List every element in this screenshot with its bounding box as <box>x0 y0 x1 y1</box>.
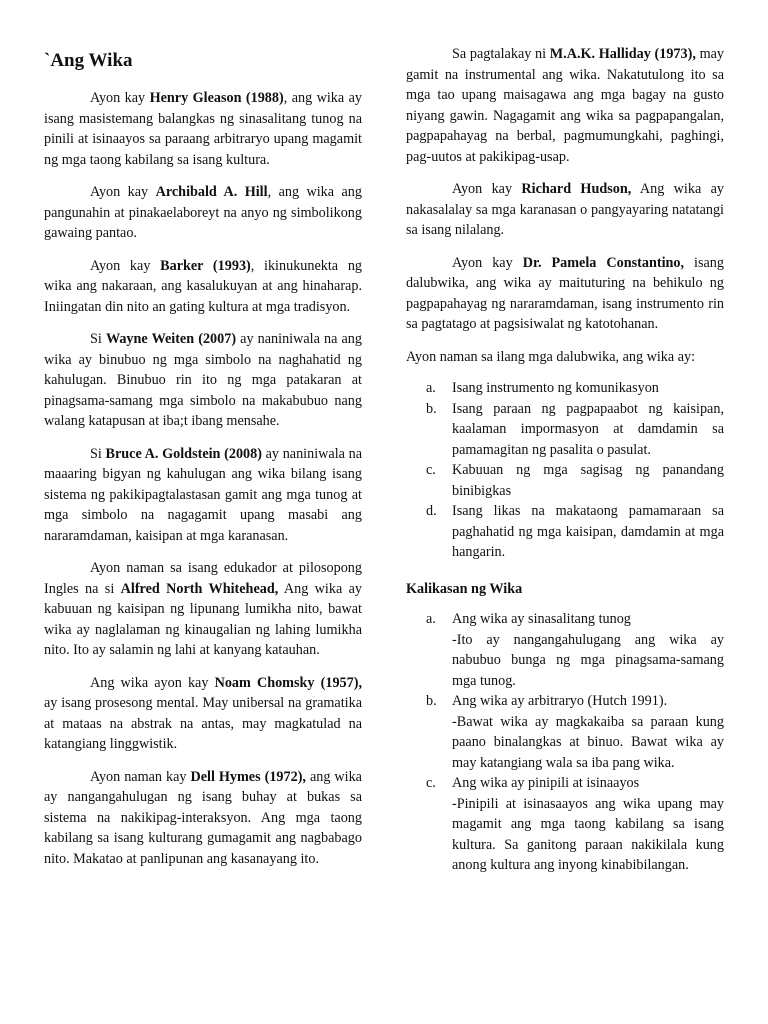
author-name: Archibald A. Hill <box>155 184 268 200</box>
paragraph-body: isang dalubwika, ang wika ay maituturing na behikulo ng pagpapahayag ng nararamdaman, isang instrumento rin sa pagtatago at pagsisiwalat ng katotohanan. <box>406 254 724 332</box>
paragraph-lead: Ayon kay <box>90 184 156 200</box>
list-marker: b. <box>426 400 437 417</box>
paragraph-hudson <box>406 179 724 241</box>
paragraph-lead: Ayon kay <box>452 181 522 197</box>
paragraph-halliday <box>406 44 724 167</box>
paragraph-hymes <box>44 767 362 870</box>
paragraph-whitehead <box>44 558 362 661</box>
paragraph-goldstein <box>44 444 362 547</box>
list-item-text: Ang wika ay pinipili at isinaayos <box>452 775 640 791</box>
author-name: Barker (1993) <box>160 257 251 274</box>
paragraph-gleason <box>44 88 362 170</box>
paragraph-body: , ang wika ang pangunahin at pinakaelaboreyt na anyo ng simbolikong gawaing pantao. <box>44 184 362 241</box>
paragraph-body: ay naniniwala na ang wika ay binubuo ng mga simbolo na naghahatid ng kahulugan. Binubuo rin ito ng mga patakaran at pinagsama-samang mga simbolo na makabubuo nang walang katapusan at iba;t ibang mensahe. <box>44 331 362 429</box>
author-name: Dell Hymes (1972), <box>190 768 306 785</box>
paragraph-constantino <box>406 253 724 335</box>
list-item-text: Isang likas na makataong pamamaraan sa paghahatid ng mga kaisipan, damdamin at mga hangarin. <box>452 503 724 560</box>
paragraph-body: may gamit na instrumental ang wika. Nakatutulong ito sa mga tao upang maisagawa ang mga bagay na gusto niyang gawin. Nagagamit ang wika sa pagpapangalan, pagpapahayag na berbal, pagmumungkahi, paghingi, pag-uutos at pakikipag-usap. <box>406 46 724 165</box>
definitions-intro: Ayon naman sa ilang mga dalubwika, ang wika ay: <box>406 348 696 365</box>
list-item <box>406 378 724 399</box>
paragraph-lead: Si <box>90 331 106 347</box>
list-item-text: Ang wika ay arbitraryo (Hutch 1991). <box>452 693 668 709</box>
paragraph-body: , ang wika ay isang masistemang balangkas ng sinasalitang tunog na pinili at isinaayos sa paraang arbitraryo upang magamit ng mga taong kabilang sa isang kultura. <box>44 90 362 168</box>
list-marker: a. <box>426 611 436 627</box>
paragraph-body: ay isang prosesong mental. May unibersal na gramatika at mataas na abstrak na antas, may magkatulad na katangiang linggwistik. <box>44 695 362 752</box>
list-item <box>406 691 724 773</box>
paragraph-body: ang wika ay nangangahulugan ng isang buhay at bukas sa sistema na nakikipag-interaksyon. Ang mga taong kabilang sa isang kulturang gumagamit ang nagbabago nito. Makatao at panlipunan ang kasanayang ito. <box>44 768 362 867</box>
right-column <box>406 44 724 888</box>
list-item <box>406 501 724 563</box>
paragraph-body: Ang wika ay kabuuan ng kaisipan ng lipunang lumikha nito, bawat wika ay naglalaman ng kinaugalian ng lahing lumikha nito. Ito ay salamin ng lahi at kanyang katauhan. <box>44 580 363 658</box>
paragraph-body: Ang wika ay nakasalalay sa mga karanasan o pangyayaring natatangi sa isang nilalang. <box>406 181 724 238</box>
list-item <box>406 609 724 691</box>
list-item-text: Kabuuan ng mga sagisag ng panandang binibigkas <box>452 462 724 499</box>
list-marker: c. <box>426 462 436 478</box>
list-item <box>406 460 724 501</box>
list-item <box>406 773 724 876</box>
author-name: Wayne Weiten (2007) <box>105 331 237 347</box>
author-name: Dr. Pamela Constantino, <box>522 254 685 271</box>
paragraph-body: , ikinukunekta ng wika ang nakaraan, ang kasalukuyan at ang hinaharap. Iniingatan din nito an gating kultura at mga tradisyon. <box>44 257 363 315</box>
paragraph-lead: Si <box>90 445 106 462</box>
list-marker: d. <box>426 503 437 519</box>
list-item-description: -Pinipili at isinasaayos ang wika upang may magamit ang mga taong kabilang sa isang kultura. Sa ganitong paraan nakikilala kung anong kultura ang inyong kinabibilangan. <box>452 795 724 873</box>
nature-list <box>406 609 724 876</box>
list-item-text: Ang wika ay sinasalitang tunog <box>452 611 631 627</box>
paragraph-lead: Ang wika ayon kay <box>90 674 215 691</box>
paragraph-barker <box>44 256 362 318</box>
paragraph-lead: Sa pagtalakay ni <box>452 46 550 62</box>
author-name: Noam Chomsky (1957), <box>214 674 362 691</box>
list-marker: c. <box>426 775 436 791</box>
author-name: Alfred North Whitehead, <box>120 580 279 597</box>
author-name: Richard Hudson, <box>521 181 632 197</box>
paragraph-lead: Ayon kay <box>452 254 523 271</box>
document-title: `Ang Wika <box>44 50 133 71</box>
author-name: M.A.K. Halliday (1973), <box>549 46 696 62</box>
paragraph-lead: Ayon naman kay <box>90 768 191 785</box>
list-marker: a. <box>426 380 436 396</box>
list-item-text: Isang paraan ng pagpapaabot ng kaisipan, kaalaman impormasyon at damdamin sa pamamagitan ng pasalita o pasulat. <box>452 400 724 458</box>
paragraph-hill <box>44 182 362 244</box>
paragraph-weiten <box>44 329 362 432</box>
list-item-text: Isang instrumento ng komunikasyon <box>452 380 659 396</box>
paragraph-lead: Ayon naman sa isang edukador at pilosopong Ingles na si <box>44 560 362 597</box>
author-name: Henry Gleason (1988) <box>149 90 284 106</box>
author-name: Bruce A. Goldstein (2008) <box>105 445 262 462</box>
paragraph-lead: Ayon kay <box>90 257 161 274</box>
paragraph-lead: Ayon kay <box>90 90 150 106</box>
definitions-list <box>406 378 724 563</box>
left-column <box>44 44 362 881</box>
list-item-description: -Bawat wika ay magkakaiba sa paraan kung paano binalangkas at binuo. Bawat wika ay may katangiang wala sa iba pang wika. <box>452 713 724 771</box>
paragraph-chomsky <box>44 673 362 755</box>
list-marker: b. <box>426 693 437 709</box>
section-heading: Kalikasan ng Wika <box>406 580 523 597</box>
paragraph-body: ay naniniwala na maaaring bigyan ng kahulugan ang wika bilang isang sistema ng pakikipagtalastasan gamit ang mga tunog at mga simbolo na nagagamit upang masabi ang nararamdaman, kaisipan at mga karanasan. <box>44 445 362 544</box>
list-item-description: -Ito ay nangangahulugang ang wika ay nabubuo bunga ng mga pinagsama-samang mga tunog. <box>452 631 724 689</box>
list-item <box>406 399 724 461</box>
